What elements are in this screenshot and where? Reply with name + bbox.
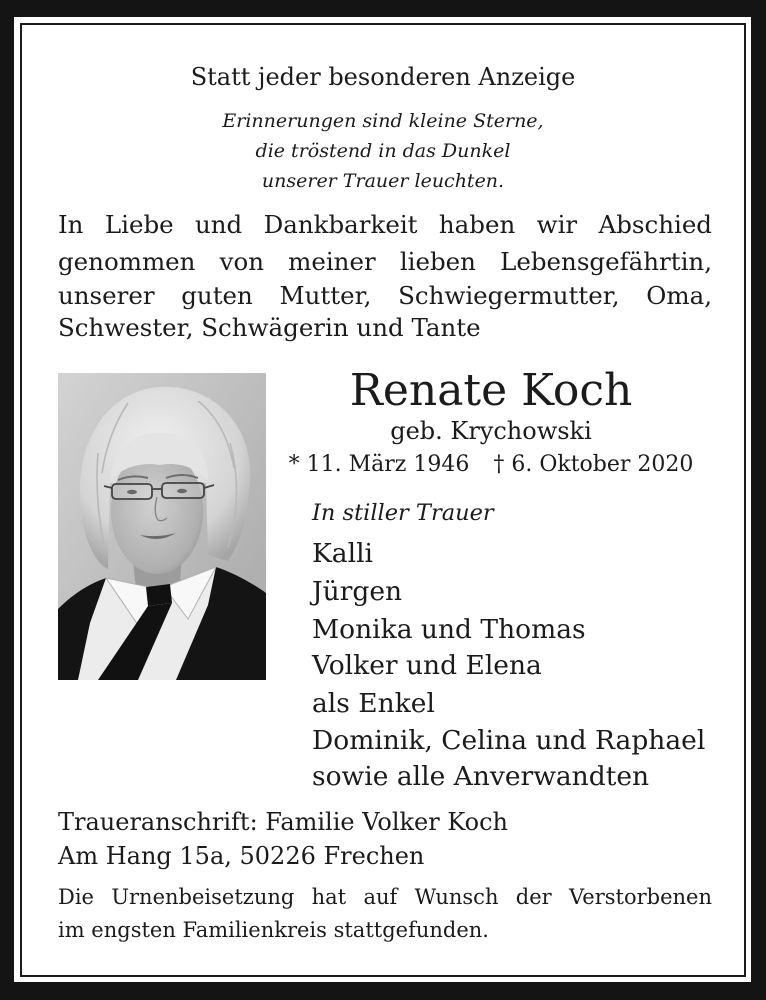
portrait-photo xyxy=(58,373,266,680)
mourner-name: als Enkel xyxy=(312,688,435,719)
birth-name: geb. Krychowski xyxy=(390,417,592,445)
mourners-heading: In stiller Trauer xyxy=(312,500,494,526)
life-dates xyxy=(270,452,712,478)
mourning-address-street: Am Hang 15a, 50226 Frechen xyxy=(58,842,425,870)
poem-line: Erinnerungen sind kleine Sterne, xyxy=(222,110,544,132)
mourning-address: Traueranschrift: Familie Volker Koch xyxy=(58,808,508,836)
intro-line: Schwester, Schwägerin und Tante xyxy=(58,313,481,342)
burial-notice-line: Die Urnenbeisetzung hat auf Wunsch der Verstorbenen xyxy=(58,885,712,909)
burial-notice-line: im engsten Familienkreis stattgefunden. xyxy=(58,918,489,942)
mourner-name: Monika und Thomas xyxy=(312,614,586,645)
tie-knot xyxy=(146,584,172,606)
mourner-name: sowie alle Anverwandten xyxy=(312,761,650,792)
mourner-name: Jürgen xyxy=(312,576,403,607)
poem-line: die tröstend in das Dunkel xyxy=(255,140,511,162)
intro-line: genommen von meiner lieben Lebensgefährtin, xyxy=(58,247,712,276)
intro-line: unserer guten Mutter, Schwiegermutter, Oma, xyxy=(58,281,712,310)
mourner-name: Kalli xyxy=(312,538,374,569)
intro-line: In Liebe und Dankbarkeit haben wir Abschied xyxy=(58,210,712,239)
mourner-name: Volker und Elena xyxy=(312,650,542,681)
deceased-name: Renate Koch xyxy=(349,365,633,416)
poem-line: unserer Trauer leuchten. xyxy=(261,170,505,192)
birth-date: * 11. März 1946 xyxy=(288,452,470,477)
mourner-name: Dominik, Celina und Raphael xyxy=(312,725,706,756)
notice-header: Statt jeder besonderen Anzeige xyxy=(190,63,576,91)
death-date: † 6. Oktober 2020 xyxy=(493,452,694,477)
